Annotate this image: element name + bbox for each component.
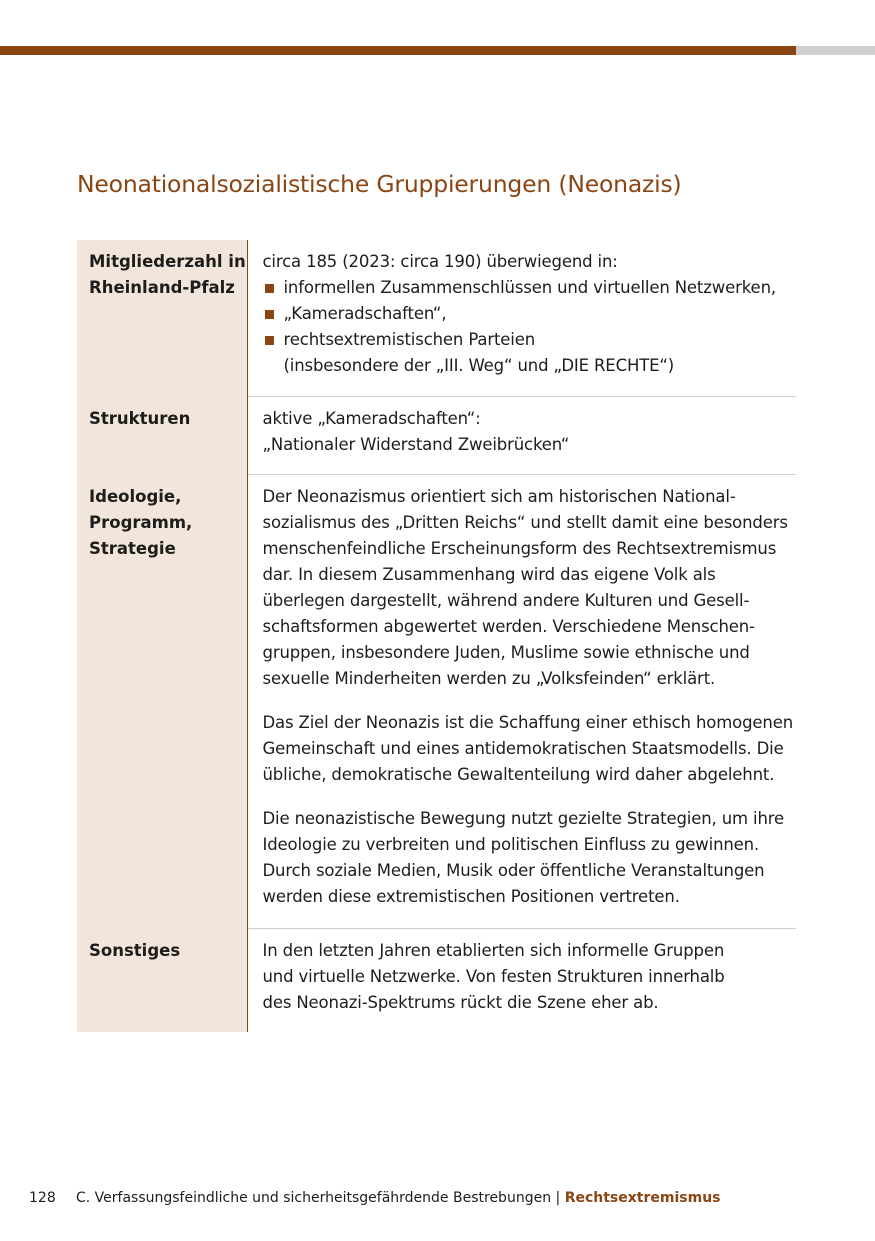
text-line: übliche, demokratische Gewaltenteilung wird daher abgelehnt.	[262, 765, 775, 784]
footer-chapter: C. Verfassungsfeindliche und sicherheitsgefährdende Bestrebungen	[76, 1190, 552, 1206]
text-line: sexuelle Minderheiten werden zu „Volksfeinden“ erklärt.	[262, 669, 716, 688]
text-line: werden diese extremistischen Positionen vertreten.	[262, 887, 680, 906]
label-line: Rheinland-Pfalz	[89, 278, 235, 297]
text-line: dar. In diesem Zusammenhang wird das eigene Volk als	[262, 565, 716, 584]
page-number: 128	[29, 1190, 56, 1206]
table-row-ideology	[77, 475, 796, 929]
label-line: Sonstiges	[89, 940, 181, 960]
paragraph	[263, 806, 797, 910]
members-intro: circa 185 (2023: circa 190) überwiegend in:	[262, 252, 618, 271]
label-line: Mitgliederzahl in	[89, 252, 246, 271]
text-line: Der Neonazismus orientiert sich am historischen National-	[262, 487, 736, 506]
label-line: Strukturen	[89, 408, 191, 428]
paragraph	[263, 710, 797, 788]
bullet-item: „Kameradschaften“,	[263, 301, 797, 327]
label-line: Strategie	[89, 538, 176, 558]
text-line: schaftsformen abgewertet werden. Verschiedene Menschen-	[262, 617, 755, 636]
info-table	[77, 240, 796, 1032]
row-content	[247, 397, 796, 475]
text-line: menschenfeindliche Erscheinungsform des Rechtsextremismus	[262, 539, 777, 558]
page-title: Neonationalsozialistische Gruppierungen (Neonazis)	[77, 170, 682, 198]
row-label	[77, 475, 247, 929]
text-line: Gemeinschaft und eines antidemokratischen Staatsmodells. Die	[262, 739, 784, 758]
text-line: Durch soziale Medien, Musik oder öffentliche Veranstaltungen	[262, 861, 765, 880]
text-line: In den letzten Jahren etablierten sich informelle Gruppen	[262, 941, 725, 960]
header-accent-bar	[0, 46, 796, 55]
bullet-continuation: (insbesondere der „III. Weg“ und „DIE RECHTE“)	[283, 356, 675, 375]
row-content	[247, 475, 796, 929]
row-content	[247, 929, 796, 1033]
footer-section: Rechtsextremismus	[564, 1190, 721, 1206]
text-line: Ideologie zu verbreiten und politischen Einfluss zu gewinnen.	[262, 835, 760, 854]
table-row-members	[77, 240, 796, 397]
text-line: „Nationaler Widerstand Zweibrücken“	[262, 435, 570, 454]
text-line: und virtuelle Netzwerke. Von festen Strukturen innerhalb	[262, 967, 725, 986]
bullet-item: informellen Zusammenschlüssen und virtuellen Netzwerken,	[263, 275, 797, 301]
label-line: Programm,	[89, 512, 193, 532]
table-row-structures	[77, 397, 796, 475]
text-line: Das Ziel der Neonazis ist die Schaffung einer ethisch homogenen	[262, 713, 794, 732]
bullet-item: rechtsextremistischen Parteien	[263, 327, 797, 353]
text-line: des Neonazi-Spektrums rückt die Szene eher ab.	[262, 993, 659, 1012]
row-label	[77, 929, 247, 1033]
row-content	[247, 240, 796, 397]
text-line: gruppen, insbesondere Juden, Muslime sowie ethnische und	[262, 643, 750, 662]
text-line: aktive „Kameradschaften“:	[262, 409, 481, 428]
row-label	[77, 240, 247, 397]
table-row-misc	[77, 929, 796, 1033]
text-line: Die neonazistische Bewegung nutzt gezielte Strategien, um ihre	[262, 809, 785, 828]
text-line: sozialismus des „Dritten Reichs“ und stellt damit eine besonders	[262, 513, 788, 532]
page-footer	[29, 1190, 721, 1206]
header-gray-bar	[796, 46, 875, 55]
text-line: überlegen dargestellt, während andere Kulturen und Gesell-	[262, 591, 750, 610]
footer-separator: |	[555, 1190, 561, 1206]
label-line: Ideologie,	[89, 486, 182, 506]
row-label	[77, 397, 247, 475]
paragraph	[263, 484, 797, 692]
